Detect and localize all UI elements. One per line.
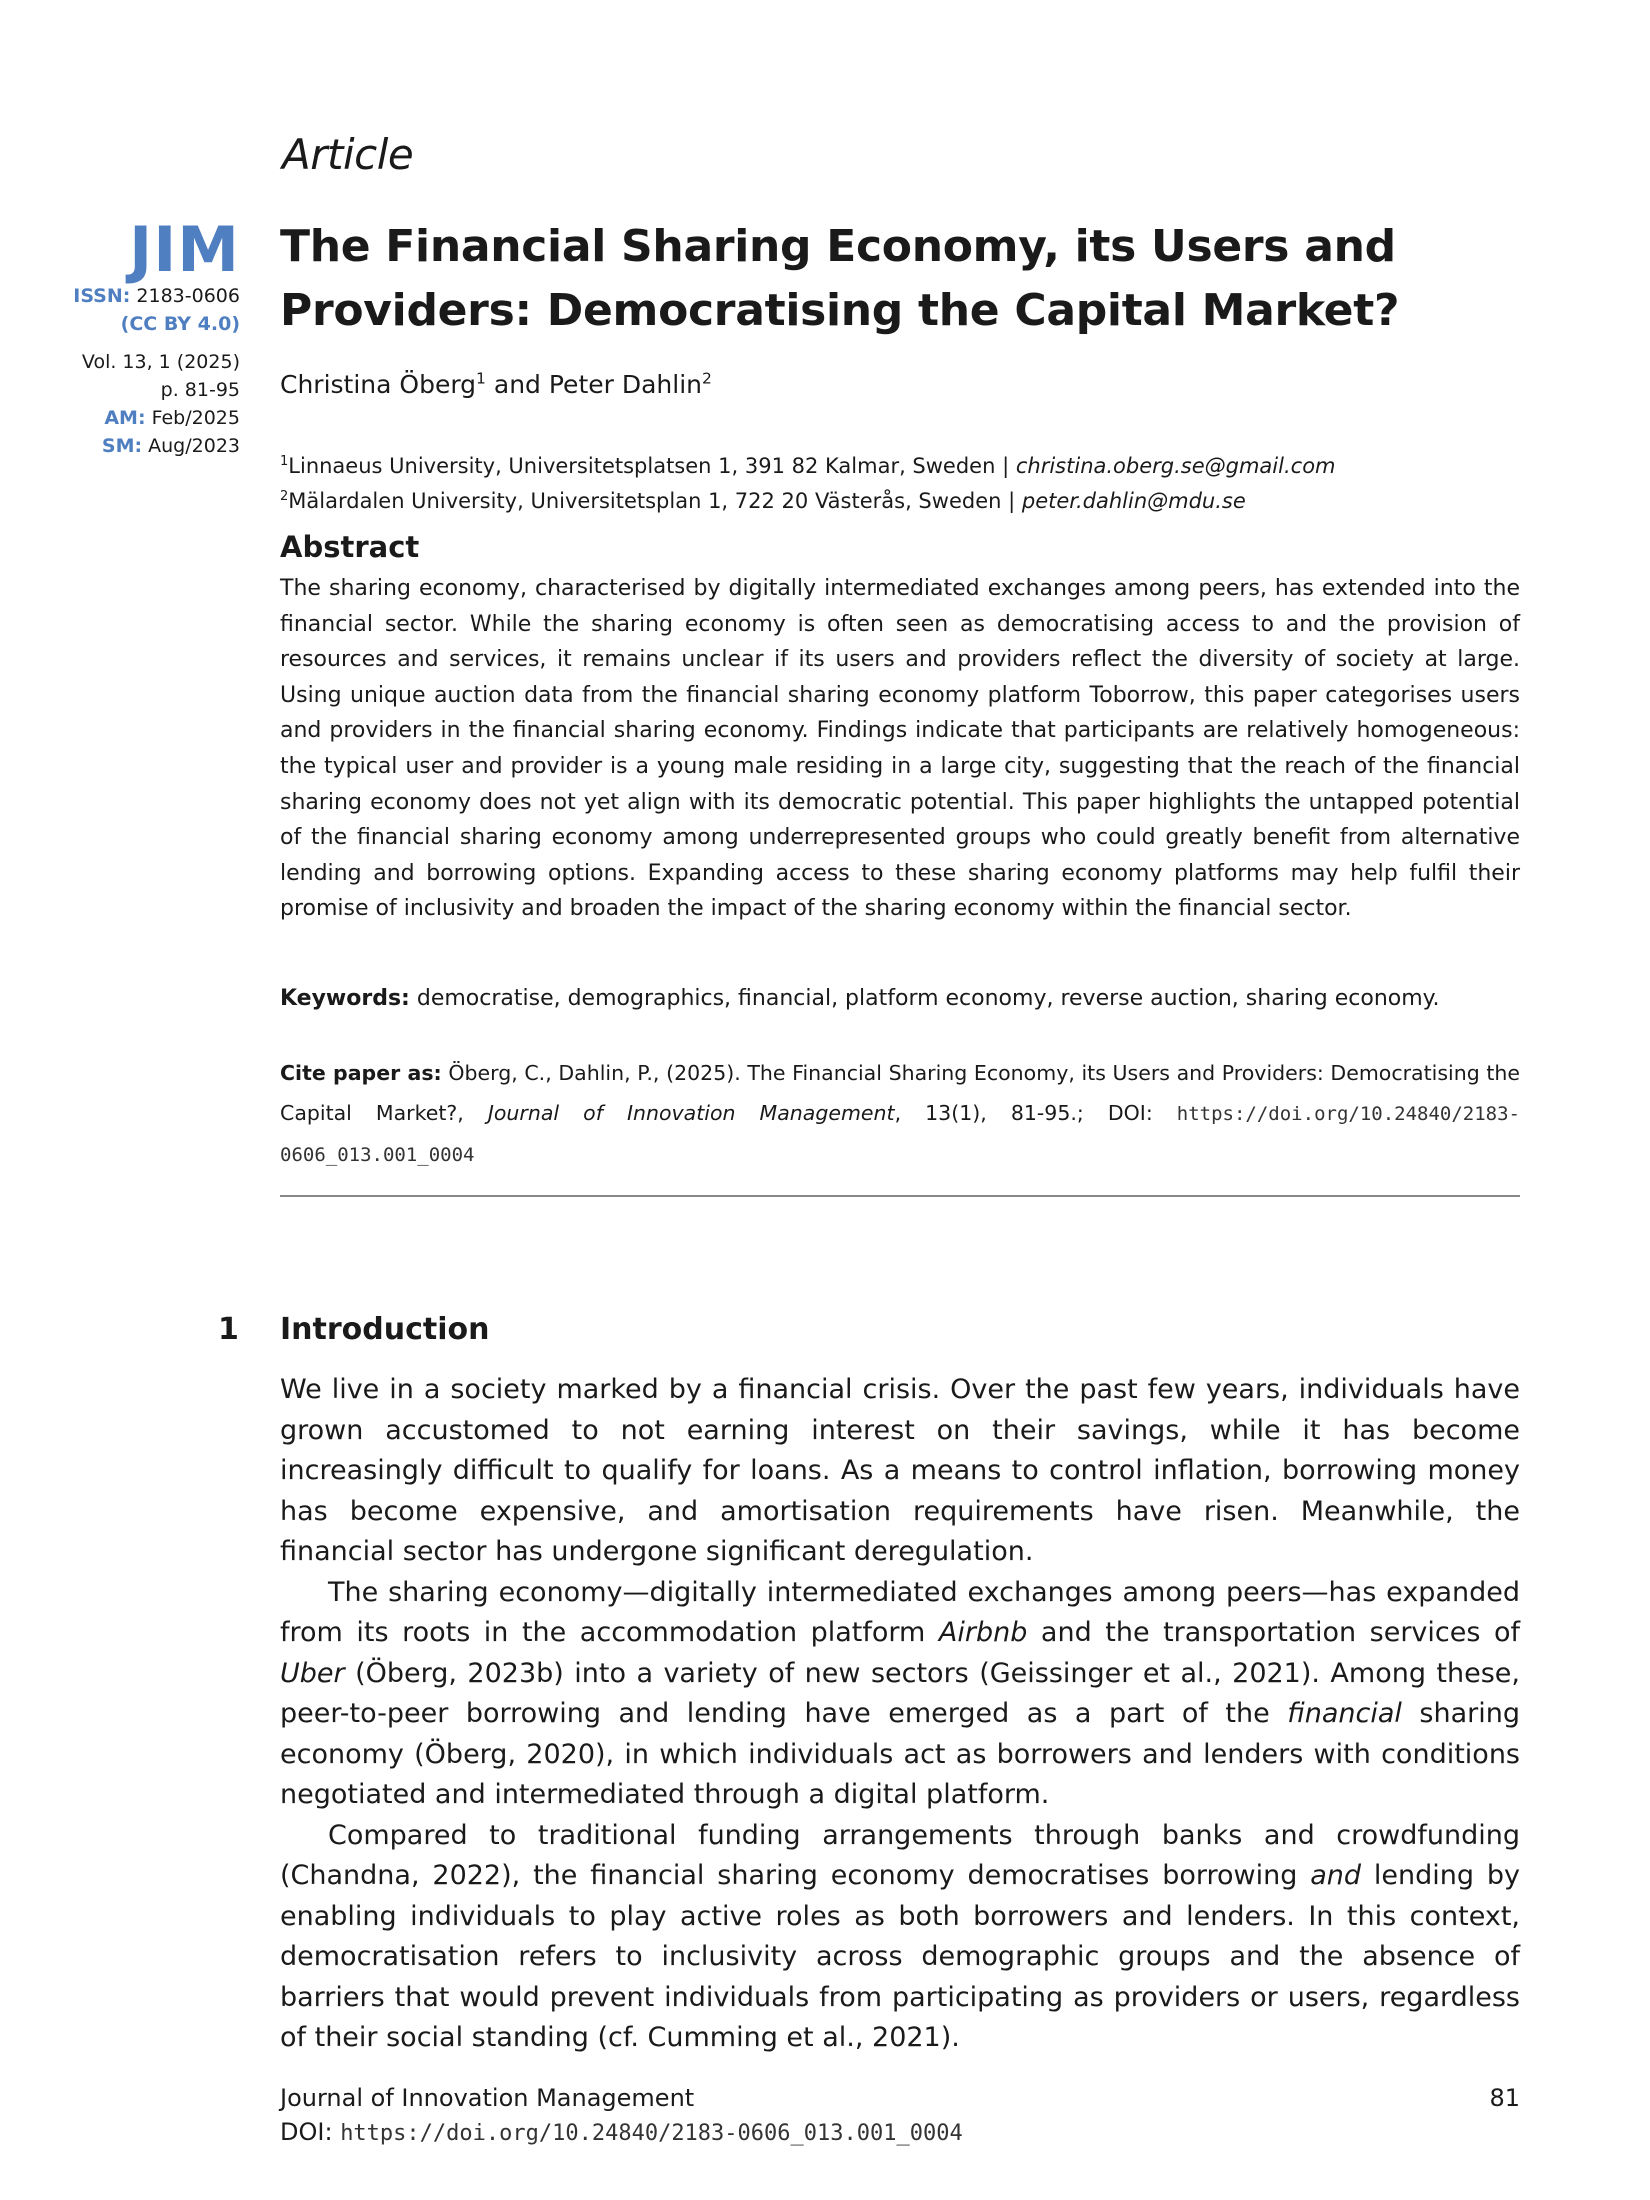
issn-label: ISSN: [73,285,131,307]
citation [280,1053,1520,1175]
issn-line [40,282,240,310]
cite-doi-link[interactable]: https://doi.org/10.24840/2183-0606_013.001_0004 [280,1103,1520,1166]
abstract-heading: Abstract [280,530,420,564]
affiliation-text: Linnaeus University, Universitetsplatsen 1, 391 82 Kalmar, Sweden | [288,454,1010,478]
article-type-label: Article [282,130,414,179]
header-divider [280,1195,1520,1197]
affiliation-text: Mälardalen University, Universitetsplan 1, 722 20 Västerås, Sweden | [288,489,1016,513]
text-run: sharing economy (Öberg, 2020), in which individuals act as borrowers and lenders with conditions negotiated and intermediated through a digital platform. [280,1698,1520,1810]
journal-sidebar [40,213,240,460]
affiliation-line [280,449,1530,484]
affiliations [280,449,1530,519]
text-run: The sharing economy—digitally intermediated exchanges among peers—has expanded from its roots in the accommodation platform [280,1576,1520,1648]
footer-journal-name: Journal of Innovation Management [280,2084,695,2112]
paper-title [280,215,1530,343]
submitted-date [40,432,240,460]
journal-logo: JIM [129,213,240,286]
cite-text: Öberg, C., Dahlin, P., (2025). The Financial Sharing Economy, its Users and Providers: Democratising the Capital Market?, [280,1061,1520,1125]
paragraph: We live in a society marked by a financial crisis. Over the past few years, individuals have grown accustomed to not earning interest on their savings, while it has become increasingly difficult to qualify for loans. As a means to control inflation, borrowing money has become expensive, and amortisation requirements have risen. Meanwhile, the financial sector has undergone significant deregulation. [280,1374,1520,1567]
footer-doi-label: DOI: [280,2118,333,2146]
keywords-label: Keywords: [280,986,410,1011]
footer-doi-link[interactable]: https://doi.org/10.24840/2183-0606_013.001_0004 [340,2121,963,2146]
section-number: 1 [218,1312,239,1347]
section-title: Introduction [280,1312,490,1347]
volume-info: Vol. 13, 1 (2025) [81,351,240,373]
text-run: lending by enabling individuals to play active roles as both borrowers and lenders. In this context, democratisation refers to inclusivity across demographic groups and the absence of barriers that would prevent individuals from participating as providers or users, regardless of their social standing (cf. Cumming et al., 2021). [280,1860,1520,2053]
sm-value: Aug/2023 [148,435,240,457]
author-list [280,370,712,399]
affiliation-mark: 1 [280,454,289,469]
text-run: and the transportation services of [1040,1617,1520,1648]
affiliation-mark: 1 [476,369,486,388]
affiliation-mark: 2 [702,369,712,388]
author-name: Peter Dahlin [548,370,702,399]
author-separator: and [493,370,541,399]
author-name: Christina Öberg [280,370,477,399]
title-line: Providers: Democratising the Capital Market? [280,285,1400,336]
paragraph [280,1816,1520,2059]
author-email[interactable]: peter.dahlin@mdu.se [1021,489,1246,513]
cite-journal: Journal of Innovation Management [487,1101,895,1125]
title-line: The Financial Sharing Economy, its Users and [280,221,1396,272]
affiliation-mark: 2 [280,489,289,504]
text-run-italic: Airbnb [938,1617,1028,1648]
text-run: (Öberg, 2023b) into a variety of new sectors (Geissinger et al., 2021). Among these, peer-to-peer borrowing and lending have emerged as a part of the [280,1657,1520,1729]
text-run-italic: financial [1287,1698,1402,1729]
keywords-text: democratise, demographics, financial, platform economy, reverse auction, sharing economy. [416,986,1440,1011]
cite-label: Cite paper as: [280,1061,442,1085]
author-email[interactable]: christina.oberg.se@gmail.com [1015,454,1336,478]
am-value: Feb/2025 [151,407,240,429]
page-range: p. 81-95 [160,379,240,401]
accepted-date [40,404,240,432]
affiliation-line [280,484,1530,519]
text-run-italic: Uber [280,1657,345,1689]
page-number: 81 [1489,2084,1520,2112]
text-run-italic: and [1310,1860,1362,1891]
sm-label: SM: [101,435,143,457]
am-label: AM: [104,407,146,429]
footer-doi [280,2118,963,2146]
introduction-body [280,1370,1520,2059]
keywords [280,986,1520,1011]
license-badge[interactable]: (CC BY 4.0) [120,313,240,335]
text-run: Compared to traditional funding arrangements through banks and crowdfunding (Chandna, 2022), the financial sharing economy democratises borrowing [280,1819,1520,1891]
issn-value: 2183-0606 [136,285,240,307]
abstract-text: The sharing economy, characterised by digitally intermediated exchanges among peers, has extended into the financial sector. While the sharing economy is often seen as democratising access to and the provision of resources and services, it remains unclear if its users and providers reflect the diversity of society at large. Using unique auction data from the financial sharing economy platform Toborrow, this paper categorises users and providers in the financial sharing economy. Findings indicate that participants are relatively homogeneous: the typical user and provider is a young male residing in a large city, suggesting that the reach of the financial sharing economy does not yet align with its democratic potential. This paper highlights the untapped potential of the financial sharing economy among underrepresented groups who could greatly benefit from alternative lending and borrowing options. Expanding access to these sharing economy platforms may help fulfil their promise of inclusivity and broaden the impact of the sharing economy within the financial sector. [280,576,1520,922]
paragraph [280,1573,1520,1816]
cite-details: , 13(1), 81-95.; DOI: [894,1101,1153,1125]
